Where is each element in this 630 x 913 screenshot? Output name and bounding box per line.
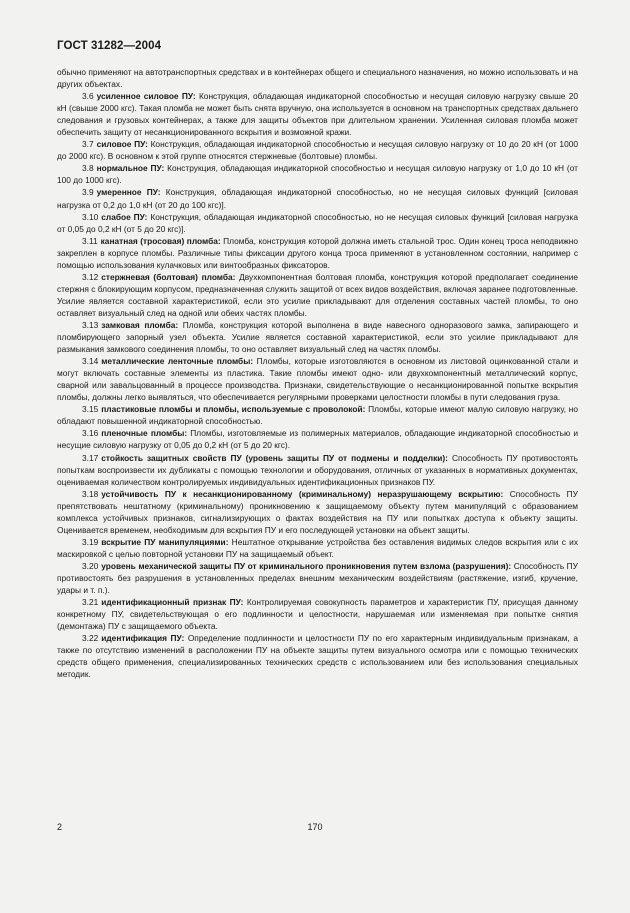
term: пленочные пломбы: (101, 428, 188, 439)
definition-item (57, 271, 578, 319)
document-header: ГОСТ 31282—2004 (57, 40, 162, 52)
term: вскрытие ПУ манипуляциями: (101, 536, 229, 547)
clause-number: 3.8 (82, 163, 94, 174)
definition-text: Пломбы, которые имеют малую силовую нагрузку, но обладают повышенной индикаторной способностью. (57, 404, 578, 427)
definition-text: Конструкция, обладающая индикаторной способностью и несущая силовую нагрузку свыше 20 кН (свыше 2000 кгс). Такая пломба не может быть снята вручную, она используется в основном на транспортных средствах дальнего следования и грузовых контейнерах, а также для защиты объектов при длительном хранении. Усиленная силовая пломба может обеспечить защиту от несанкционированного вскрытия и возможной кражи. (57, 91, 578, 138)
definition-text: Двухкомпонентная болтовая пломба, конструкция которой предполагает соединение стержня с блокирующим корпусом, предназначенная служить защитой от всех видов воздействия, включая заранее подготовленные. Усилие является составной характеристикой, если это усилие прикладывают для отделения составных частей пломбы, то оно оставляет визуальный след на одной или обеих частях пломбы. (57, 271, 579, 318)
document-body (57, 66, 578, 680)
term: идентификация ПУ: (101, 633, 185, 644)
term: стойкость защитных свойств ПУ (уровень защиты ПУ от подмены и подделки): (101, 452, 448, 463)
clause-number: 3.10 (82, 211, 99, 222)
definition-item (57, 632, 578, 680)
term: слабое ПУ: (101, 211, 148, 222)
definition-item (57, 355, 578, 403)
definition-text: Нештатное открывание устройства без оставления видимых следов вскрытия или с их маскировкой с целью повторной установки ПУ на защищаемый объект. (57, 536, 578, 559)
term: металлические ленточные пломбы: (101, 356, 254, 367)
definition-item (57, 403, 578, 427)
definition-item (57, 186, 578, 210)
term: нормальное ПУ: (96, 163, 165, 174)
clause-number: 3.21 (82, 597, 99, 608)
term: устойчивость ПУ к несанкционированному (криминальному) неразрушающему вскрытию: (101, 488, 504, 499)
definition-text: Пломба, конструкция которой должна иметь стальной трос. Один конец троса неподвижно закреплен в корпусе пломбы. Различные типы фиксации другого конца троса применяют в установленном состоянии, например с помощью использования кулачковых или винтообразных фиксаторов. (57, 235, 578, 270)
clause-number: 3.19 (82, 536, 99, 547)
definition-item (57, 536, 578, 560)
clause-number: 3.18 (82, 488, 99, 499)
definition-text: Способность ПУ противостоять попыткам воспроизвести их дубликаты с помощью технологии и оборудования, отличных от указанных в нормативных документах, оцениваемая количеством контролируемых индивидуальных идентификационных признаков ПУ. (57, 452, 578, 487)
definition-item (57, 452, 578, 488)
term: канатная (тросовая) пломба: (100, 235, 221, 246)
definition-item (57, 138, 578, 162)
definition-item (57, 319, 578, 355)
term: пластиковые пломбы и пломбы, используемые с проволокой: (101, 404, 366, 415)
clause-number: 3.20 (82, 560, 99, 571)
term: умеренное ПУ: (96, 187, 161, 198)
term: усиленное силовое ПУ: (96, 91, 196, 102)
document-page-number: 170 (307, 822, 323, 832)
definition-text: Пломбы, изготовляемые из полимерных материалов, обладающие индикаторной способностью и несущие силовую нагрузку от 0,05 до 0,2 кН (от 5 до 20 кгс). (57, 428, 578, 451)
clause-number: 3.7 (82, 139, 94, 150)
definition-text: Конструкция, обладающая индикаторной способностью и несущая силовую нагрузку от 10 до 20 кН (от 1000 до 2000 кгс). В основном к этой группе относятся стержневые (болтовые) пломбы. (57, 139, 578, 162)
clause-number: 3.9 (82, 187, 94, 198)
definition-item (57, 211, 578, 235)
page-number: 2 (57, 822, 63, 832)
definition-item (57, 488, 578, 536)
clause-number: 3.14 (82, 356, 99, 367)
definition-text: Способность ПУ препятствовать нештатному (криминальному) проникновению к защищаемому объекту путем манипуляций с образованием комплекса устойчивых признаков, сигнализирующих о фактах воздействия на ПУ или попытках доступа к объекту защиты. Оценивается временем, необходимым для вскрытия ПУ и его последующей установки на объект защиты. (57, 488, 578, 535)
definition-item (57, 560, 578, 596)
definition-text: Конструкция, обладающая индикаторной способностью и несущая силовую нагрузку от 1,0 до 10 кН (от 100 до 1000 кгс). (57, 163, 578, 186)
definition-text: Способность ПУ противостоять без разрушения в установленных пределах внешним механическим воздействиям (растяжение, изгиб, кручение, удары и т. п.). (57, 560, 578, 596)
definition-text: Определение подлинности и целостности ПУ по его характерным индивидуальным признакам, а также по отсутствию изменений в расположении ПУ на объекте защиты путем визуального осмотра или с помощью технических средств общего применения, специализированных технических средств с использованием или без использования специальных методик. (57, 633, 578, 680)
definition-item (57, 596, 578, 632)
definition-text: Конструкция, обладающая индикаторной способностью, но не несущая силовых функций [силовая нагрузка от 0,05 до 0,2 кН (от 5 до 20 кгс)]. (57, 211, 578, 234)
clause-number: 3.15 (82, 404, 99, 415)
clause-number: 3.12 (82, 271, 99, 282)
term: замковая пломба: (101, 319, 179, 330)
definition-item (57, 235, 578, 271)
clause-number: 3.11 (82, 235, 98, 246)
term: стержневая (болтовая) пломба: (101, 271, 236, 282)
term: идентификационный признак ПУ: (101, 597, 244, 608)
clause-number: 3.17 (82, 452, 99, 463)
definition-item (57, 90, 578, 138)
intro-paragraph: обычно применяют на автотранспортных средствах и в контейнерах общего и специального назначения, но можно использовать и на других объектах. (57, 67, 578, 90)
term: уровень механической защиты ПУ от криминального проникновения путем взлома (разрушения): (101, 560, 512, 571)
definitions-list (57, 90, 578, 680)
definition-text: Контролируемая совокупность параметров и характеристик ПУ, присущая данному конкретному ПУ, свидетельствующая о его подлинности и целостности, нарушаемая или изменяемая при попытке снятия (демонтажа) ПУ с защищаемого объекта. (57, 597, 579, 632)
definition-item (57, 427, 578, 451)
definition-item (57, 162, 578, 186)
clause-number: 3.13 (82, 319, 99, 330)
term: силовое ПУ: (96, 139, 148, 150)
definition-text: Пломбы, которые изготовляются в основном из листовой оцинкованной стали и могут включать составные элементы из пластика. Такие пломбы имеют одно- или двухкомпонентный металлический корпус, сварной или завальцованный в процессе производства. Признаки, свидетельствующие о несанкционированной попытке вскрытия пломбы, должны легко выявляться, что обеспечивается регулярными проверками целостности пломбы в пути следования груза. (57, 356, 579, 403)
clause-number: 3.6 (82, 91, 94, 102)
definition-text: Пломба, конструкция которой выполнена в виде навесного одноразового замка, запирающего и пломбирующего запорный узел объекта. Усилие является составной характеристикой, если это усилие прикладывают для размыкания замкового соединения пломбы, то оно оставляет визуальный след на частях пломбы. (57, 319, 578, 355)
clause-number: 3.16 (82, 428, 99, 439)
clause-number: 3.22 (82, 633, 99, 644)
definition-text: Конструкция, обладающая индикаторной способностью, но не несущая силовых функций [силовая нагрузка от 0,2 до 1,0 кН (от 20 до 100 кгс)]. (57, 187, 578, 210)
